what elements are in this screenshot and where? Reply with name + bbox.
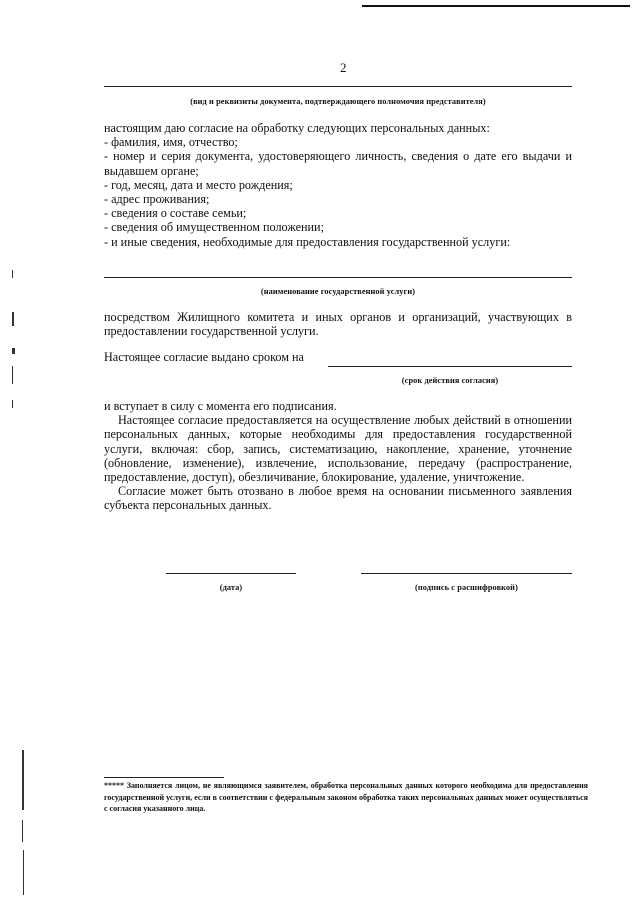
scan-artifact-mark (12, 348, 15, 354)
term-label: Настоящее согласие выдано сроком на (104, 350, 304, 364)
list-item: - номер и серия документа, удостоверяющего личность, сведения о дате его выдачи и выдавшем органе; (104, 149, 572, 178)
consent-body (104, 121, 572, 249)
top-edge-line (362, 5, 630, 7)
actions-paragraph: Настоящее согласие предоставляется на осуществление любых действий в отношении персональных данных, которые необходимы для предоставления государственной услуги, включая: сбор, запись, систематизацию, накопление, хранение, уточнение (обновление, изменение), извлечение, использование, передачу (распространение, предоставление, доступ), обезличивание, блокирование, удаление, уничтожение. (104, 413, 572, 485)
list-item: - фамилия, имя, отчество; (104, 135, 238, 150)
date-line (166, 573, 296, 574)
scan-artifact-mark (22, 820, 23, 842)
page-number: 2 (340, 60, 347, 75)
term-line (328, 366, 572, 367)
scan-artifact-mark (12, 400, 13, 408)
scan-artifact-mark (23, 850, 24, 895)
term-caption: (срок действия согласия) (401, 376, 499, 385)
effective-text: и вступает в силу с момента его подписания. (104, 399, 337, 413)
scan-artifact-mark (22, 750, 24, 810)
signature-line (361, 573, 572, 574)
via-paragraph: посредством Жилищного комитета и иных органов и организаций, участвующих в предоставлении государственной услуги. (104, 310, 572, 339)
footnote-separator (104, 777, 224, 778)
scan-artifact-mark (12, 366, 13, 384)
list-item: - год, месяц, дата и место рождения; (104, 177, 293, 192)
list-item: - и иные сведения, необходимые для предоставления государственной услуги: (104, 234, 511, 249)
scan-artifact-mark (12, 312, 14, 326)
list-item: - сведения о составе семьи; (104, 206, 247, 221)
scan-artifact-mark (12, 270, 13, 278)
revoke-paragraph: Согласие может быть отозвано в любое время на основании письменного заявления субъекта персональных данных. (104, 484, 572, 513)
list-item: - сведения об имущественном положении; (104, 220, 324, 235)
signature-caption: (подпись с расшифровкой) (415, 583, 518, 592)
intro-text: настоящим даю согласие на обработку следующих персональных данных: (104, 121, 490, 135)
service-name-caption: (наименование государственной услуги) (260, 287, 416, 296)
representative-doc-caption: (вид и реквизиты документа, подтверждающего полномочия представителя) (190, 97, 486, 106)
footnote: ***** Заполняется лицом, не являющимся заявителем, обработка персональных данных которого необходима для предоставления государственной услуги, если в соответствии с федеральным законом обработка таких персональных данных может осуществляться с согласия указанного лица. (104, 781, 588, 813)
representative-doc-line (104, 86, 572, 87)
main-paragraphs (104, 399, 572, 513)
service-name-line (104, 277, 572, 278)
list-item: - адрес проживания; (104, 192, 210, 207)
date-caption: (дата) (219, 583, 243, 592)
